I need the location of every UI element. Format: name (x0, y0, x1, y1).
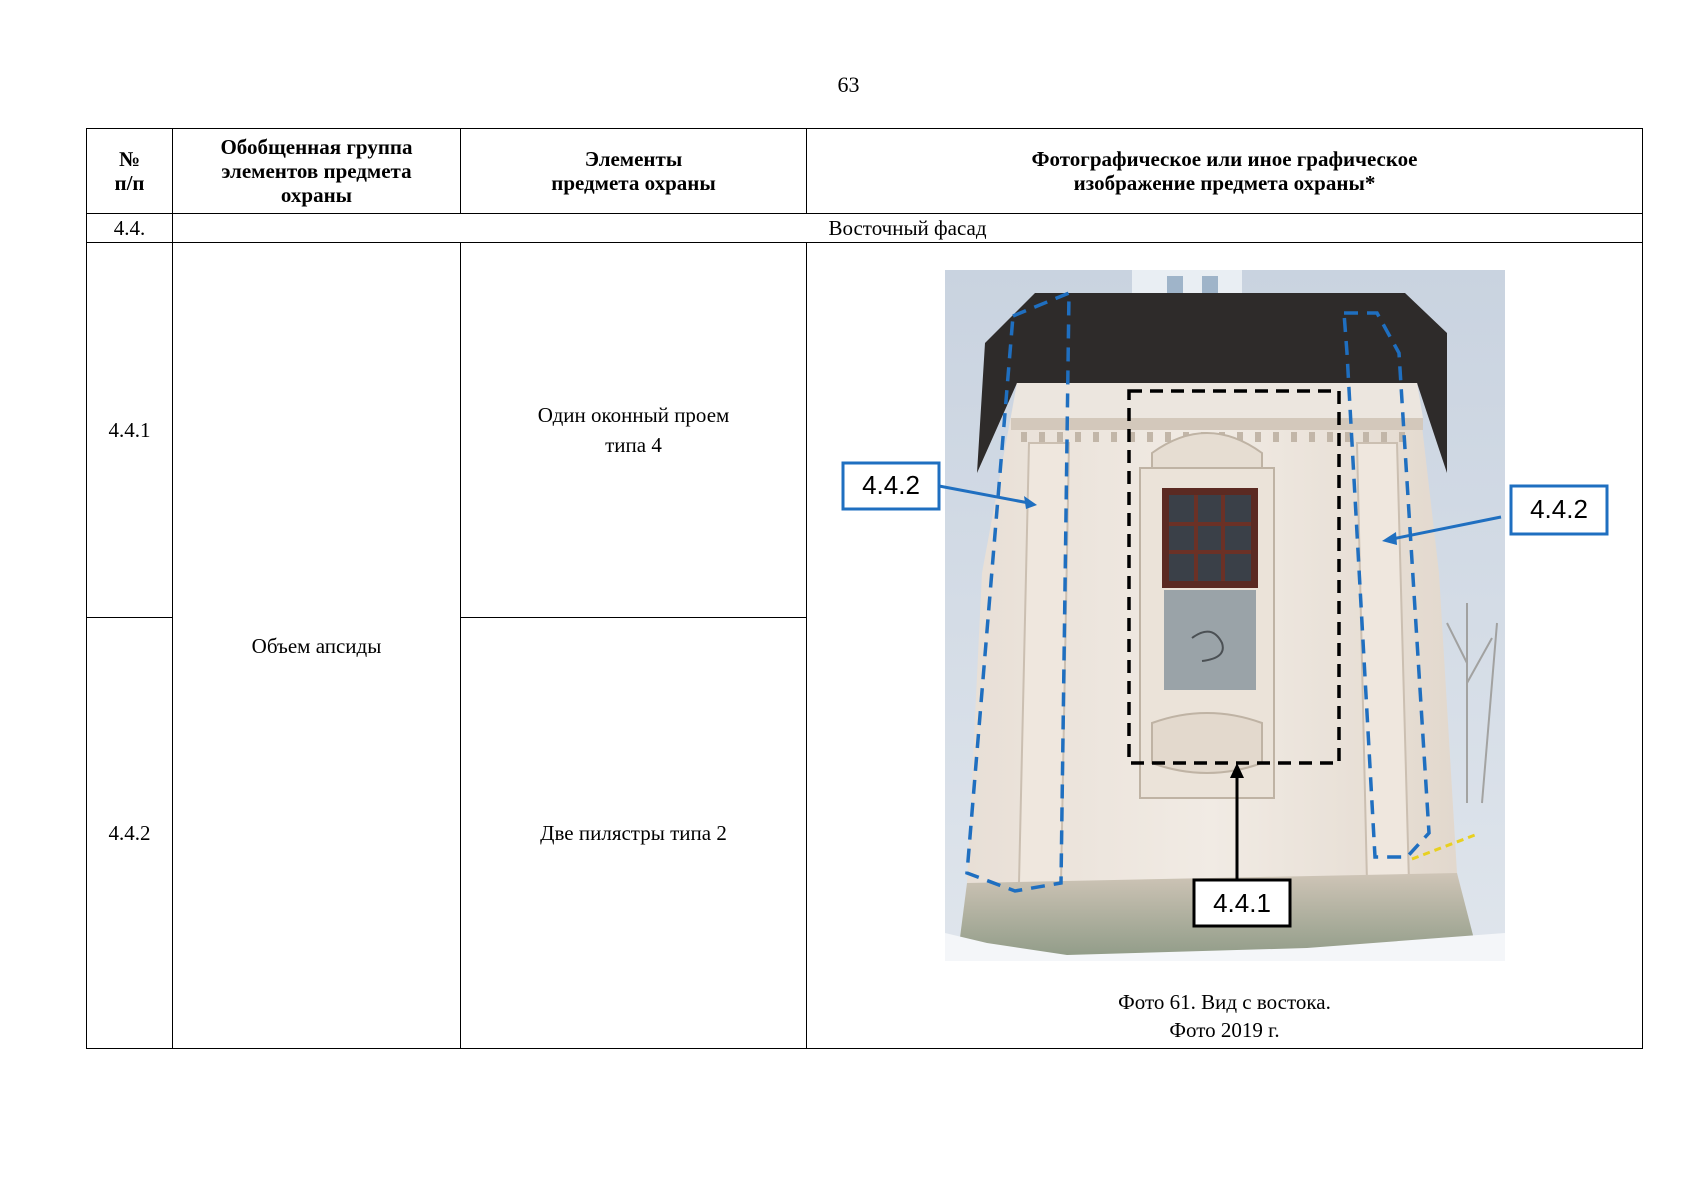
photo-illustration (807, 243, 1643, 1049)
section-num: 4.4. (87, 214, 173, 243)
header-elements-line1: Элементы (584, 147, 683, 171)
header-group-line3: охраны (280, 183, 353, 207)
label-bottom: 4.4.1 (1213, 888, 1271, 918)
group-name: Объем апсиды (173, 243, 461, 1049)
section-row (87, 214, 1643, 243)
header-elements (461, 129, 807, 214)
label-left: 4.4.2 (862, 470, 920, 500)
header-group-line2: элементов предмета (221, 159, 412, 183)
row-element (461, 618, 807, 1049)
header-photo (807, 129, 1643, 214)
table-row (87, 243, 1643, 618)
header-num (87, 129, 173, 214)
photo-caption (807, 988, 1642, 1044)
protection-table (86, 128, 1643, 1049)
header-num-line1: № (118, 147, 141, 171)
header-photo-line1: Фотографическое или иное графическое (1031, 147, 1418, 171)
header-elements-line2: предмета охраны (551, 171, 716, 195)
photo-caption-line1: Фото 61. Вид с востока. (1118, 990, 1331, 1014)
header-num-line2: п/п (114, 171, 145, 195)
church-photo (945, 270, 1505, 961)
photo-caption-line2: Фото 2019 г. (1169, 1018, 1280, 1042)
photo-cell (807, 243, 1643, 1049)
label-right: 4.4.2 (1530, 494, 1588, 524)
row-element-line1: Две пилястры типа 2 (540, 821, 727, 845)
row-element-line2: типа 4 (605, 433, 662, 457)
row-element-line1: Один оконный проем (537, 403, 730, 427)
header-group (173, 129, 461, 214)
header-group-line1: Обобщенная группа (220, 135, 413, 159)
row-num: 4.4.1 (87, 243, 173, 618)
row-num: 4.4.2 (87, 618, 173, 1049)
row-element (461, 243, 807, 618)
header-photo-line2: изображение предмета охраны* (1073, 171, 1376, 195)
header-row (87, 129, 1643, 214)
section-title: Восточный фасад (173, 214, 1643, 243)
page-number: 63 (837, 72, 860, 97)
